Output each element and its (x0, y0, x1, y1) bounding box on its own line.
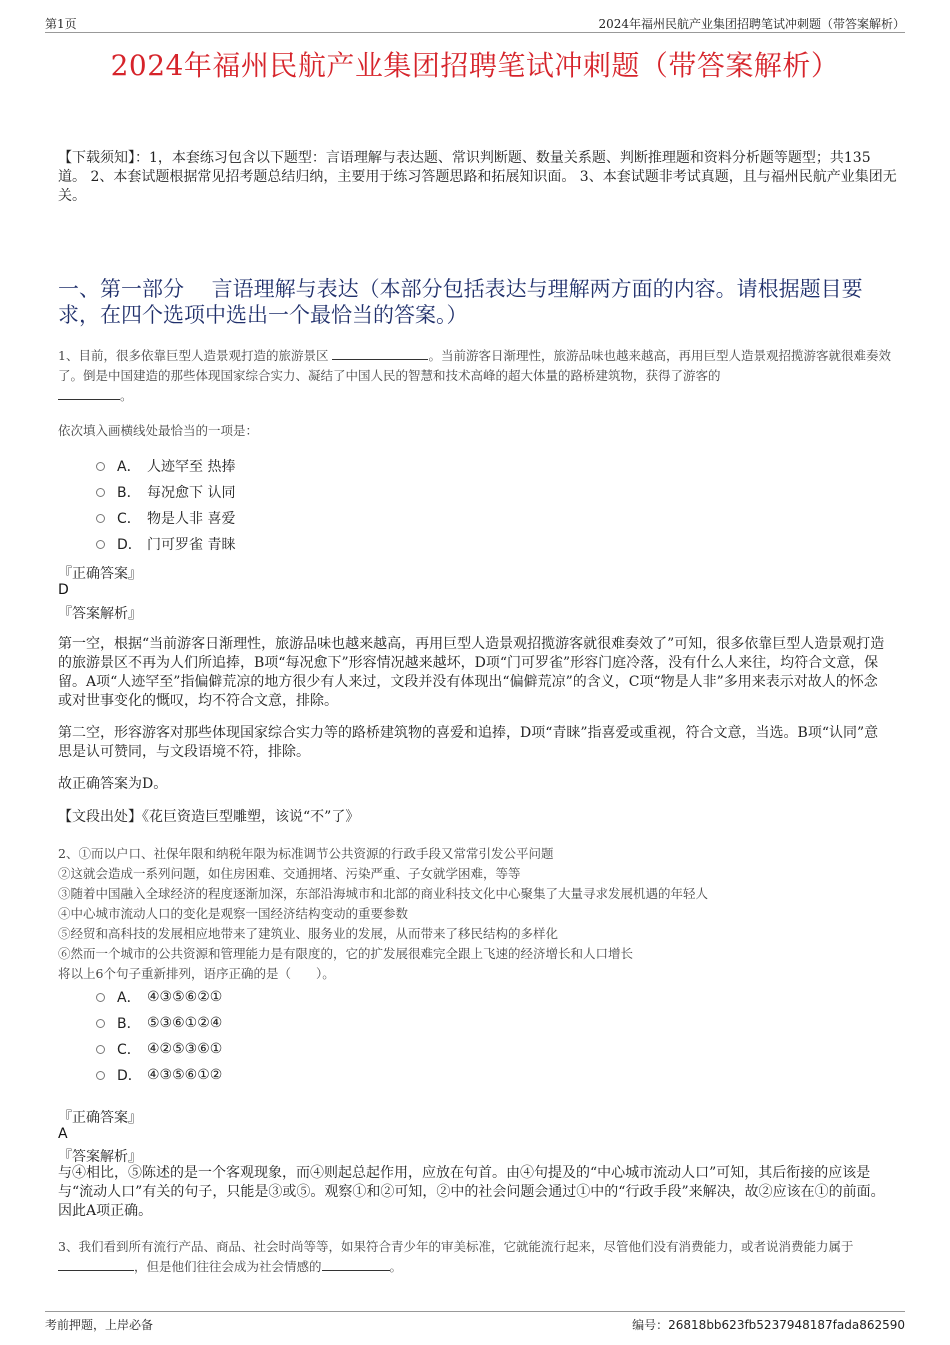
q3-blank-1 (58, 1258, 134, 1271)
q3-text-c: 。 (389, 1259, 403, 1274)
q2-option-b[interactable]: B． ⑤③⑥①②④ (96, 1012, 222, 1034)
q3-blank-2 (322, 1258, 390, 1271)
question-3-stem (58, 1237, 903, 1277)
q1-text-b: 。当前游客日渐理性，旅游品味也越来越高，再用巨型人造景观招揽游客就很难奏效了。倒是中国建造的那些体现国家综合实力、凝结了中国人民的智慧和技术高峰的超大体量的路桥建筑物，获得了游客的 (58, 348, 891, 383)
radio-icon[interactable] (96, 1019, 105, 1028)
q2-analysis: 与④相比，⑤陈述的是一个客观现象，而④则起总起作用，应放在句首。由④句提及的“中心城市流动人口”可知，其后衔接的应该是与“流动人口”有关的句子，只能是③或⑤。观察①和②可知，②中的社会问题会通过①中的“行政手段”来解决，故②应该在①的前面。因此A项正确。 (58, 1165, 885, 1219)
footer-code (632, 1316, 905, 1333)
footer-divider (45, 1311, 905, 1312)
q1-prompt: 依次填入画横线处最恰当的一项是： (58, 423, 259, 438)
q2-analysis-label: 『答案解析』 (58, 1149, 142, 1165)
q1-analysis-para-2: 第二空，形容游客对那些体现国家综合实力等的路桥建筑物的喜爱和追捧，D项“青睐”指喜爱或重视，符合文意，当选。B项“认同”意思是认可赞同，与文段语境不符，排除。 (58, 725, 879, 760)
q3-text-a: 3、我们看到所有流行产品、商品、社会时尚等等，如果符合青少年的审美标准，它就能流行起来，尽管他们没有消费能力，或者说消费能力属于 (58, 1239, 854, 1254)
download-notice: 【下载须知】：1，本套练习包含以下题型：言语理解与表达题、常识判断题、数量关系题、判断推理题和资料分析题等题型；共135道。 2、本套试题根据常见招考题总结归纳，主要用于练习答题思路和拓展知识面。 3、本套试题非考试真题，且与福州民航产业集团无关。 (58, 150, 897, 204)
q2-option-d[interactable]: D． ④③⑤⑥①② (96, 1064, 222, 1086)
q2-line: ⑥然而一个城市的公共资源和管理能力是有限度的，它的扩发展很难完全跟上飞速的经济增长和人口增长 (58, 946, 634, 961)
q1-option-d[interactable]: D． 门可罗雀 青睐 (96, 533, 235, 555)
q1-source: 【文段出处】《花巨资造巨型雕塑，该说“不”了》 (58, 809, 360, 825)
section-heading: 一、第一部分 言语理解与表达（本部分包括表达与理解两方面的内容。请根据题目要求，在四个选项中选出一个最恰当的答案。） (58, 277, 863, 327)
q1-blank-2 (58, 387, 120, 400)
q1-answer-label: 『正确答案』 (58, 566, 142, 582)
radio-icon[interactable] (96, 1071, 105, 1080)
footer-code-label: 编号： (632, 1318, 669, 1332)
header-doc-title: 2024年福州民航产业集团招聘笔试冲刺题（带答案解析） (598, 17, 905, 31)
page-number: 第1页 (45, 17, 77, 31)
q2-answer-label: 『正确答案』 (58, 1110, 142, 1126)
question-2-stem (58, 844, 903, 984)
question-1-stem (58, 346, 903, 406)
radio-icon[interactable] (96, 993, 105, 1002)
radio-icon[interactable] (96, 462, 105, 471)
footer-code-value: 26818bb623fb5237948187fada862590 (668, 1318, 905, 1332)
q2-line: 2、①而以户口、社保年限和纳税年限为标准调节公共资源的行政手段又常常引发公平问题 (58, 846, 554, 861)
q2-line: ②这就会造成一系列问题，如住房困难、交通拥堵、污染严重、子女就学困难，等等 (58, 866, 521, 881)
q1-blank-1 (332, 347, 428, 360)
q1-text-a: 1、目前，很多依靠巨型人造景观打造的旅游景区 (58, 348, 333, 363)
q1-option-a[interactable]: A． 人迹罕至 热捧 (96, 455, 235, 477)
footer-slogan: 考前押题，上岸必备 (45, 1318, 154, 1332)
radio-icon[interactable] (96, 514, 105, 523)
q2-prompt: 将以上6个句子重新排列，语序正确的是（ ）。 (58, 966, 335, 981)
q2-line: ④中心城市流动人口的变化是观察一国经济结构变动的重要参数 (58, 906, 409, 921)
q3-text-b: ，但是他们往往会成为社会情感的 (134, 1259, 322, 1274)
page-title: 2024年福州民航产业集团招聘笔试冲刺题（带答案解析） (110, 49, 840, 82)
q1-answer: D (58, 582, 69, 598)
q1-analysis-label: 『答案解析』 (58, 606, 142, 622)
radio-icon[interactable] (96, 540, 105, 549)
q1-option-b[interactable]: B． 每况愈下 认同 (96, 481, 235, 503)
q2-line: ③随着中国融入全球经济的程度逐渐加深，东部沿海城市和北部的商业科技文化中心聚集了大量寻求发展机遇的年轻人 (58, 886, 709, 901)
q1-option-c[interactable]: C． 物是人非 喜爱 (96, 507, 235, 529)
radio-icon[interactable] (96, 488, 105, 497)
q1-text-c: 。 (120, 388, 133, 403)
q2-answer: A (58, 1126, 68, 1142)
header-divider (45, 32, 905, 33)
q2-line: ⑤经贸和高科技的发展相应地带来了建筑业、服务业的发展，从而带来了移民结构的多样化 (58, 926, 559, 941)
q1-analysis-para-1: 第一空，根据“当前游客日渐理性，旅游品味也越来越高，再用巨型人造景观招揽游客就很难奏效了”可知，很多依靠巨型人造景观打造的旅游景区不再为人们所追捧，B项“每况愈下”形容情况越来越坏，D项“门可罗雀”形容门庭冷落，没有什么人来往，均符合文意，保留。A项“人迹罕至”指偏僻荒凉的地方很少有人来过，文段并没有体现出“偏僻荒凉”的含义，C项“物是人非”多用来表示对故人的怀念或对世事变化的慨叹，均不符合文意，排除。 (58, 636, 885, 709)
q2-option-a[interactable]: A． ④③⑤⑥②① (96, 986, 222, 1008)
q1-analysis-conclusion: 故正确答案为D。 (58, 776, 168, 792)
q2-option-c[interactable]: C． ④②⑤③⑥① (96, 1038, 222, 1060)
radio-icon[interactable] (96, 1045, 105, 1054)
